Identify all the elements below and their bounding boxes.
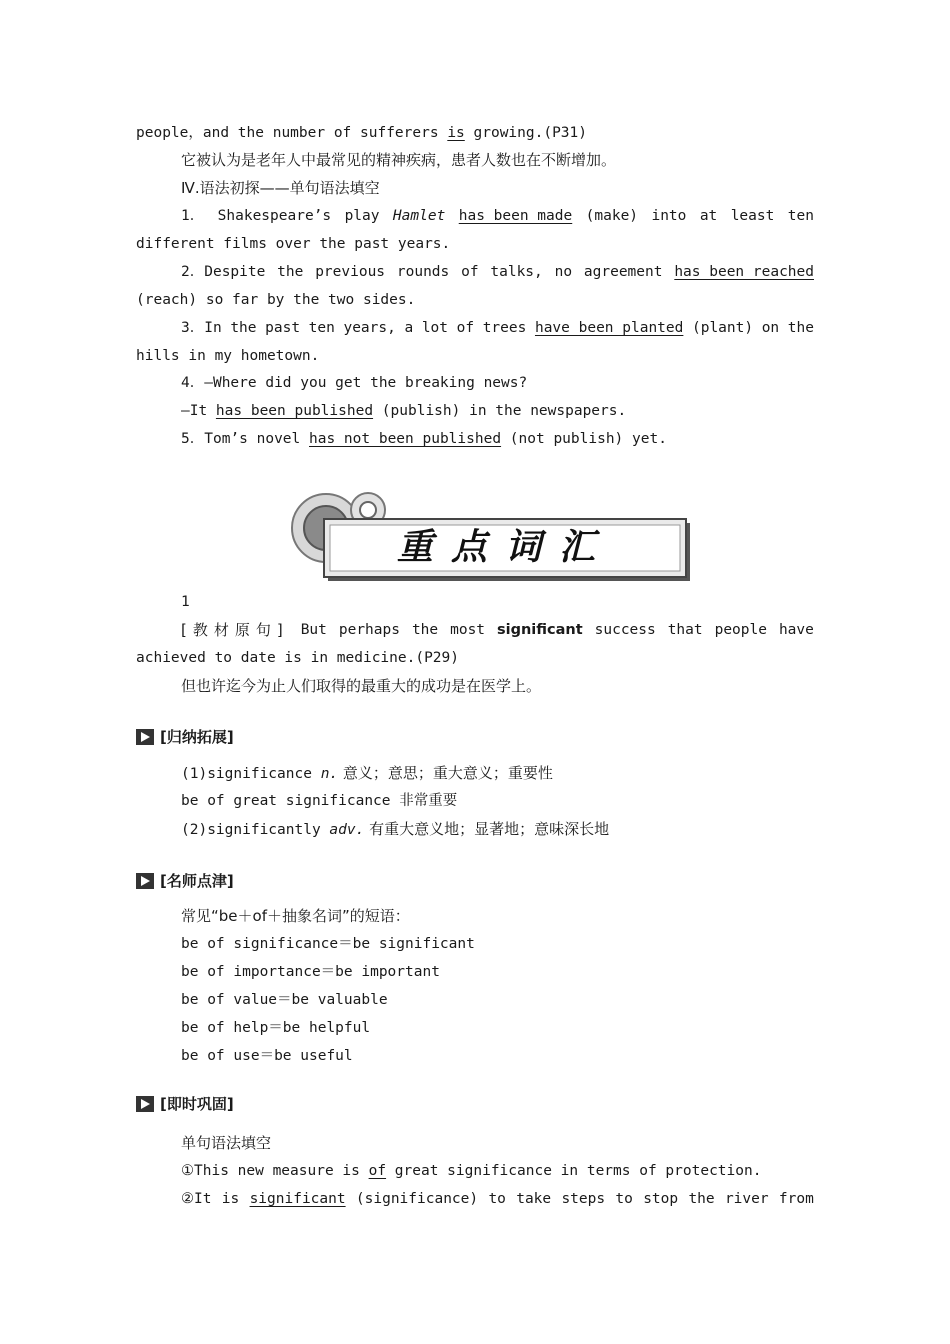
answer: has been reached (674, 264, 814, 280)
word: into (651, 208, 687, 224)
vocab-source-line (181, 620, 814, 640)
question-4-answer-line (181, 401, 626, 421)
text: ①This new measure is (181, 1163, 369, 1179)
word: a (404, 320, 414, 336)
tips-item: be of significance＝be significant (181, 936, 475, 952)
word: Shakespeare’s (217, 208, 332, 224)
word: ②It (181, 1191, 212, 1207)
word: on (761, 320, 780, 336)
text: 有重大意义地；显著地；意味深长地 (364, 820, 610, 838)
answer: has been published (215, 403, 374, 419)
tips-heading (136, 870, 234, 891)
text: growing.(P31) (464, 125, 587, 141)
word: of (461, 264, 479, 280)
word: lot (421, 320, 449, 336)
pos: adv. (329, 822, 365, 838)
word: 2．Despite (181, 264, 266, 280)
question-5 (181, 429, 667, 449)
question-2-line2: (reach) so far by the two sides. (136, 292, 416, 308)
play-triangle-icon (136, 729, 154, 745)
tips-item: be of value＝be valuable (181, 992, 388, 1008)
expand-heading (136, 726, 234, 747)
play-triangle-icon (136, 873, 154, 889)
text: (1)significance (181, 766, 321, 782)
word: the (230, 320, 257, 336)
answer: has not been published (309, 431, 502, 447)
text: people，and the number of sufferers (136, 125, 448, 141)
word: least (730, 208, 775, 224)
title-italic: Hamlet (392, 208, 446, 224)
text: 意义；意思；重大意义；重要性 (338, 764, 553, 782)
text: (2)significantly (181, 822, 330, 838)
word: (significance) (355, 1191, 479, 1207)
vocab-source-line2: achieved to date is in medicine.(P29) (136, 650, 460, 666)
practice-label: 单句语法填空 (181, 1134, 272, 1152)
vocab-translation: 但也许迄今为止人们取得的最重大的成功是在医学上。 (181, 677, 542, 695)
section-label: [名师点津] (160, 872, 234, 890)
intro-line (136, 123, 587, 143)
tips-item: be of help＝be helpful (181, 1020, 371, 1036)
pos: n. (320, 766, 339, 782)
word: to (488, 1191, 506, 1207)
text: —It (181, 403, 216, 419)
word: (plant) (691, 320, 754, 336)
word: agreement (583, 264, 663, 280)
practice-item-1 (181, 1161, 761, 1181)
section-label: [即时巩固] (160, 1095, 234, 1113)
question-4: 4．—Where did you get the breaking news? (181, 375, 528, 391)
section-banner (288, 490, 692, 584)
hint: (make) (585, 208, 639, 224)
word: have (778, 622, 814, 638)
tips-item: be of use＝be useful (181, 1048, 353, 1064)
tips-item: be of importance＝be important (181, 964, 440, 980)
word: the (787, 320, 814, 336)
play-triangle-icon (136, 1096, 154, 1112)
text: (not publish) yet. (501, 431, 667, 447)
word: from (778, 1191, 814, 1207)
word: past (265, 320, 301, 336)
section-title: Ⅳ.语法初探——单句语法填空 (181, 179, 380, 197)
word: trees (482, 320, 527, 336)
word: 3．In (181, 320, 222, 336)
word: ten (308, 320, 335, 336)
expand-line-3 (181, 819, 609, 840)
word: river (724, 1191, 769, 1207)
word: most (450, 622, 486, 638)
question-2 (181, 262, 814, 282)
intro-translation: 它被认为是老年人中最常见的精神疾病，患者人数也在不断增加。 (181, 151, 617, 169)
tips-intro: 常见“be＋of＋抽象名词”的短语： (181, 907, 410, 925)
word: But (300, 622, 327, 638)
word: the (411, 622, 439, 638)
word: stop (643, 1191, 679, 1207)
word: at (699, 208, 718, 224)
text: (publish) in the newspapers. (373, 403, 627, 419)
text: great significance in terms of protection. (386, 1163, 762, 1179)
word: steps (561, 1191, 606, 1207)
word: the (277, 264, 304, 280)
practice-item-2 (181, 1189, 814, 1209)
word: years, (343, 320, 396, 336)
answer: has been made (458, 208, 573, 224)
section-label: [归纳拓展] (160, 728, 234, 746)
word: previous (315, 264, 386, 280)
word: ten (787, 208, 814, 224)
word: that (667, 622, 703, 638)
source-label: [教材原句] (181, 621, 289, 639)
vocab-number: 1 (181, 594, 190, 610)
answer: of (368, 1163, 387, 1179)
text: 5．Tom’s novel (181, 431, 309, 447)
word: no (554, 264, 573, 280)
question-3-line2: hills in my hometown. (136, 348, 320, 364)
word: perhaps (338, 622, 400, 638)
word: success (594, 622, 656, 638)
word: of (456, 320, 475, 336)
answer: have been planted (534, 320, 684, 336)
expand-line-1 (181, 763, 553, 784)
question-1 (181, 206, 814, 226)
keyword: significant (497, 622, 583, 638)
word: people (714, 622, 767, 638)
answer: significant (249, 1191, 346, 1207)
practice-heading (136, 1093, 234, 1114)
word: take (516, 1191, 552, 1207)
q-num: 1． (181, 208, 205, 224)
question-3 (181, 318, 814, 338)
word: to (615, 1191, 633, 1207)
answer: is (447, 125, 465, 141)
word: is (221, 1191, 240, 1207)
banner-title: 重点词汇 (396, 527, 613, 568)
question-1-line2: different films over the past years. (136, 236, 451, 252)
word: talks, (490, 264, 543, 280)
word: the (688, 1191, 715, 1207)
word: play (344, 208, 380, 224)
word: rounds (396, 264, 450, 280)
expand-line-2: be of great significance 非常重要 (181, 793, 458, 809)
